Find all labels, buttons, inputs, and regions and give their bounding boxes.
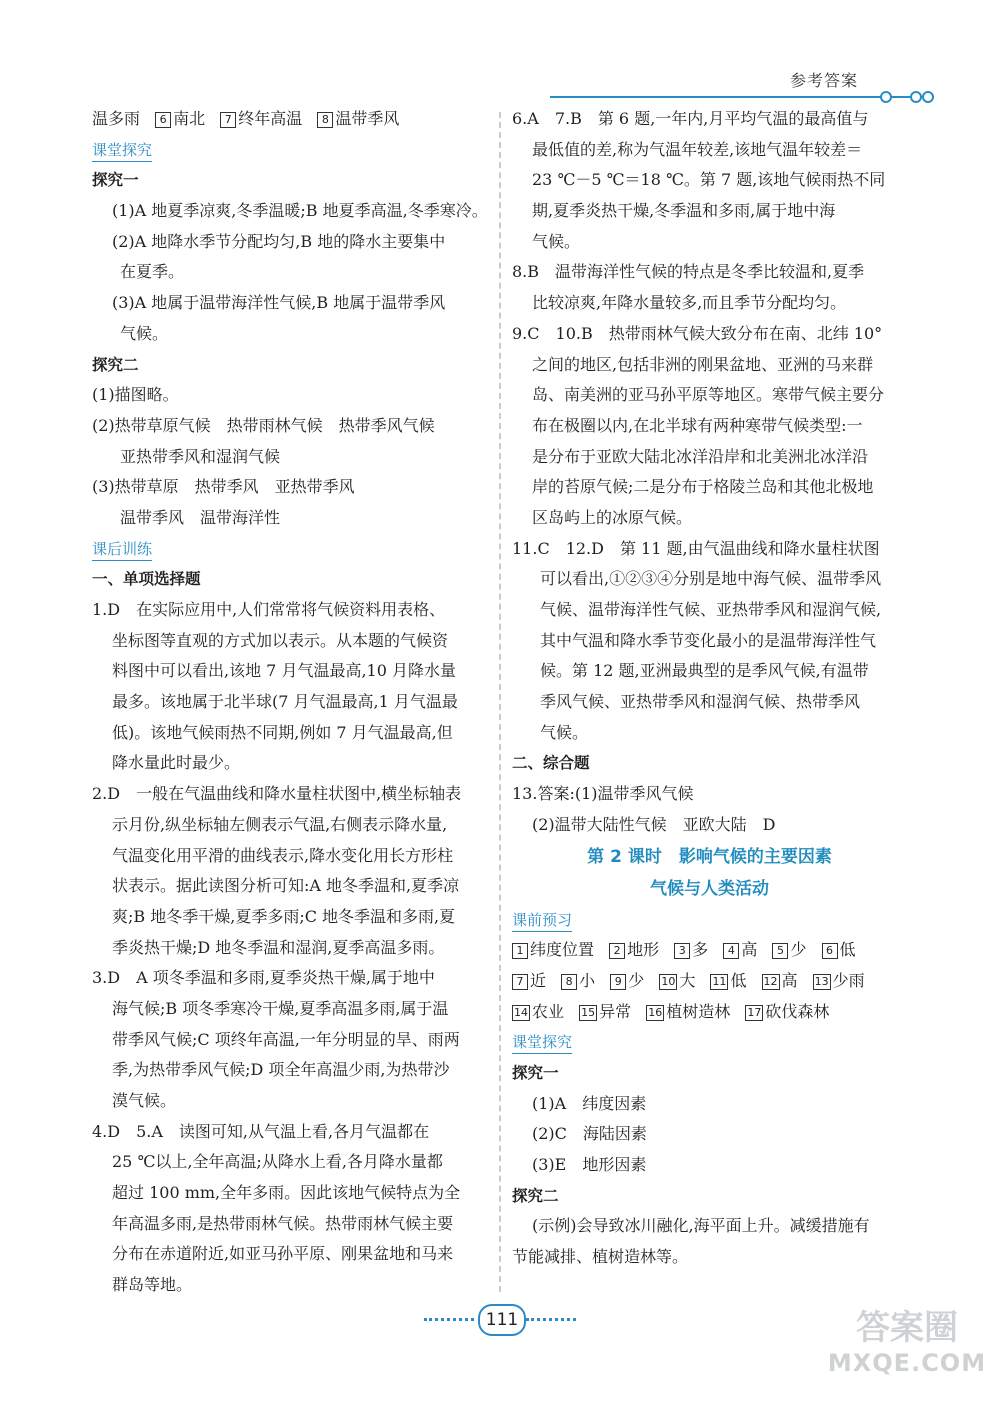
right-column — [512, 104, 907, 1273]
number-box: 1 — [512, 943, 528, 959]
number-box: 8 — [561, 974, 577, 990]
text-line: 1.D 在实际应用中,人们常常将气候资料用表格、 — [92, 600, 446, 619]
subheading: 探究一 — [92, 171, 139, 190]
text-line: 比较凉爽,年降水量较多,而且季节分配均匀。 — [532, 293, 847, 313]
section-header-label: 参考答案 — [790, 71, 859, 90]
text-line: (3)A 地属于温带海洋性气候,B 地属于温带季风 — [112, 293, 446, 313]
text-line: 气候。 — [532, 231, 581, 251]
text-line: 海气候;B 项冬季寒冷干燥,夏季高温多雨,属于温 — [112, 998, 449, 1018]
subheading: 探究二 — [92, 355, 139, 374]
answer-line — [512, 997, 907, 1028]
text-line: 温带季风 温带海洋性 — [120, 507, 281, 527]
header-dot — [910, 91, 922, 103]
subheading: 二、综合题 — [512, 754, 590, 773]
answer-line — [512, 935, 907, 966]
text-line: 爽;B 地冬季干燥,夏季多雨;C 地冬季温和多雨,夏 — [112, 906, 456, 926]
answer-line — [92, 104, 487, 135]
text-line: 9.C 10.B 热带雨林气候大致分布在南、北纬 10° — [512, 323, 883, 343]
text-line: 8.B 温带海洋性气候的特点是冬季比较温和,夏季 — [512, 262, 865, 282]
page-number: 111 — [478, 1304, 526, 1336]
number-box: 2 — [609, 943, 625, 959]
left-column — [92, 104, 487, 1301]
text-line: (1)描图略。 — [92, 385, 179, 405]
text-line: 4.D 5.A 读图可知,从气温上看,各月气温都在 — [92, 1121, 430, 1141]
number-box: 5 — [772, 943, 788, 959]
text-line: 其中气温和降水季节变化最小的是温带海洋性气 — [540, 630, 877, 650]
number-box: 12 — [763, 974, 778, 988]
header-rule — [550, 96, 930, 98]
text-line: 在夏季。 — [120, 262, 185, 282]
text-line: 气候。 — [120, 323, 169, 343]
answer: 高 — [741, 940, 758, 960]
section-heading: 课前预习 — [512, 909, 572, 932]
watermark-text: 答案圈 — [856, 1308, 958, 1348]
column-divider — [499, 112, 501, 1292]
text-line: 季,为热带季风气候;D 项全年高温少雨,为热带沙 — [112, 1060, 450, 1080]
answer: 南北 — [173, 109, 206, 128]
number-box: 7 — [512, 974, 528, 990]
subheading: 一、单项选择题 — [92, 570, 201, 589]
number-box: 9 — [610, 974, 626, 990]
text-line: 带季风气候;C 项终年高温,一年分明显的旱、雨两 — [112, 1029, 460, 1049]
text-line: 亚热带季风和湿润气候 — [120, 446, 281, 466]
answer: 终年高温 — [238, 109, 303, 128]
text-line: 最低值的差,称为气温年较差,该地气温年较差＝ — [532, 139, 863, 159]
text-line: 漠气候。 — [112, 1091, 177, 1110]
text-line: 年高温多雨,是热带雨林气候。热带雨林气候主要 — [112, 1213, 454, 1233]
answer: 低 — [730, 970, 747, 990]
section-heading: 课后训练 — [92, 538, 152, 561]
number-box: 10 — [661, 974, 676, 988]
number-box: 8 — [317, 112, 333, 128]
text-line: 季炎热干燥;D 地冬季温和湿润,夏季高温多雨。 — [112, 937, 445, 957]
answer: 少 — [628, 970, 645, 990]
answer: 大 — [679, 970, 696, 990]
text-line: (2)A 地降水季节分配均匀,B 地的降水主要集中 — [112, 231, 446, 251]
answer: 低 — [839, 940, 856, 960]
text-line: 3.D A 项冬季温和多雨,夏季炎热干燥,属于地中 — [92, 968, 435, 988]
text-line: 分布在赤道附近,如亚马孙平原、刚果盆地和马来 — [112, 1244, 454, 1264]
answer: 多 — [692, 940, 709, 960]
number-box: 11 — [712, 974, 727, 988]
text-line: (3)E 地形因素 — [532, 1155, 647, 1174]
number-box: 13 — [814, 974, 829, 988]
text-line: (示例)会导致冰川融化,海平面上升。减缓措施有 — [532, 1216, 870, 1236]
subheading: 探究二 — [512, 1186, 559, 1205]
answer: 异常 — [599, 1001, 632, 1021]
answer: 近 — [530, 970, 547, 990]
text-line: 气候、温带海洋性气候、亚热带季风和湿润气候, — [540, 600, 882, 619]
answer: 地形 — [627, 940, 660, 960]
text-line: 示月份,纵坐标轴左侧表示气温,右侧表示降水量, — [112, 814, 448, 834]
header-dot — [922, 91, 934, 103]
number-box: 16 — [648, 1005, 663, 1019]
text-line: (1)A 地夏季凉爽,冬季温暖;B 地夏季高温,冬季寒冷。 — [112, 201, 488, 221]
text-line: 候。第 12 题,亚洲最典型的是季风气候,有温带 — [540, 661, 869, 681]
text-line: 布在极圈以内,在北半球有两种寒带气候类型:一 — [532, 415, 863, 435]
header-dot — [880, 91, 892, 103]
section-heading: 课堂探究 — [512, 1031, 572, 1054]
number-box: 6 — [155, 112, 171, 128]
text-line: (1)A 纬度因素 — [532, 1093, 647, 1113]
answer: 温带季风 — [335, 109, 400, 128]
text-line: 坐标图等直观的方式加以表示。从本题的气候资 — [112, 630, 449, 650]
text-line: 岛、南美洲的亚马孙平原等地区。寒带气候主要分 — [532, 385, 885, 405]
number-box: 14 — [514, 1005, 528, 1019]
text-line: 超过 100 mm,全年多雨。因此该地气候特点为全 — [112, 1183, 461, 1203]
text-line: 可以看出,①②③④分别是地中海气候、温带季风 — [540, 569, 882, 589]
number-box: 15 — [581, 1005, 596, 1019]
answer: 农业 — [532, 1001, 565, 1021]
number-box: 7 — [220, 112, 236, 128]
answer: 纬度位置 — [530, 940, 595, 960]
text-line: (2)温带大陆性气候 亚欧大陆 D — [532, 814, 776, 834]
answer-line — [512, 966, 907, 997]
text-line: 气温变化用平滑的曲线表示,降水变化用长方形柱 — [112, 845, 454, 865]
text-line: 料图中可以看出,该地 7 月气温最高,10 月降水量 — [112, 661, 456, 681]
lesson-subtitle: 气候与人类活动 — [650, 878, 769, 899]
text-line: 13.答案:(1)温带季风气候 — [512, 784, 694, 804]
number-box: 17 — [747, 1005, 762, 1019]
text-line: 11.C 12.D 第 11 题,由气温曲线和降水量柱状图 — [512, 538, 880, 558]
text-line: 降水量此时最少。 — [112, 753, 241, 773]
number-box: 4 — [723, 943, 739, 959]
subheading: 探究一 — [512, 1063, 559, 1082]
number-box: 3 — [674, 943, 690, 959]
text-line: (3)热带草原 热带季风 亚热带季风 — [92, 477, 355, 497]
text-line: 2.D 一般在气温曲线和降水量柱状图中,横坐标轴表 — [92, 784, 462, 804]
answer: 高 — [781, 970, 798, 990]
page-number-dots — [526, 1318, 576, 1321]
text-line: (2)C 海陆因素 — [532, 1124, 647, 1144]
text-line: 是分布于亚欧大陆北冰洋沿岸和北美洲北冰洋沿 — [532, 446, 869, 466]
text-line: 状表示。据此读图分析可知:A 地冬季温和,夏季凉 — [112, 876, 460, 896]
text-line: 之间的地区,包括非洲的刚果盆地、亚洲的马来群 — [532, 354, 874, 374]
answer: 小 — [579, 970, 596, 990]
watermark — [822, 1308, 992, 1388]
text: 温多雨 — [92, 109, 141, 128]
text-line: 低)。该地气候雨热不同期,例如 7 月气温最高,但 — [112, 722, 453, 742]
text-line: 季风气候、亚热带季风和湿润气候、热带季风 — [540, 692, 861, 712]
answer: 砍伐森林 — [765, 1001, 830, 1021]
text-line: (2)热带草原气候 热带雨林气候 热带季风气候 — [92, 415, 435, 435]
number-box: 6 — [822, 943, 838, 959]
section-heading: 课堂探究 — [92, 139, 152, 162]
text-line: 岸的苔原气候;二是分布于格陵兰岛和其他北极地 — [532, 477, 874, 497]
text-line: 节能减排、植树造林等。 — [512, 1247, 689, 1267]
watermark-text: MXQE.COM — [827, 1349, 987, 1377]
text-line: 期,夏季炎热干燥,冬季温和多雨,属于地中海 — [532, 201, 836, 221]
text-line: 25 ℃以上,全年高温;从降水上看,各月降水量都 — [112, 1152, 443, 1172]
text-line: 群岛等地。 — [112, 1275, 193, 1295]
text-line: 气候。 — [540, 722, 589, 742]
text-line: 23 ℃－5 ℃＝18 ℃。第 7 题,该地气候雨热不同 — [532, 170, 886, 190]
text-line: 6.A 7.B 第 6 题,一年内,月平均气温的最高值与 — [512, 109, 869, 128]
text-line: 最多。该地属于北半球(7 月气温最高,1 月气温最 — [112, 692, 458, 712]
page-number-dots — [424, 1318, 474, 1321]
answer: 少雨 — [832, 970, 865, 990]
lesson-title: 第 2 课时 影响气候的主要因素 — [587, 846, 832, 867]
answer: 少 — [790, 940, 807, 960]
text-line: 区岛屿上的冰原气候。 — [532, 507, 693, 527]
answer: 植树造林 — [666, 1001, 731, 1021]
